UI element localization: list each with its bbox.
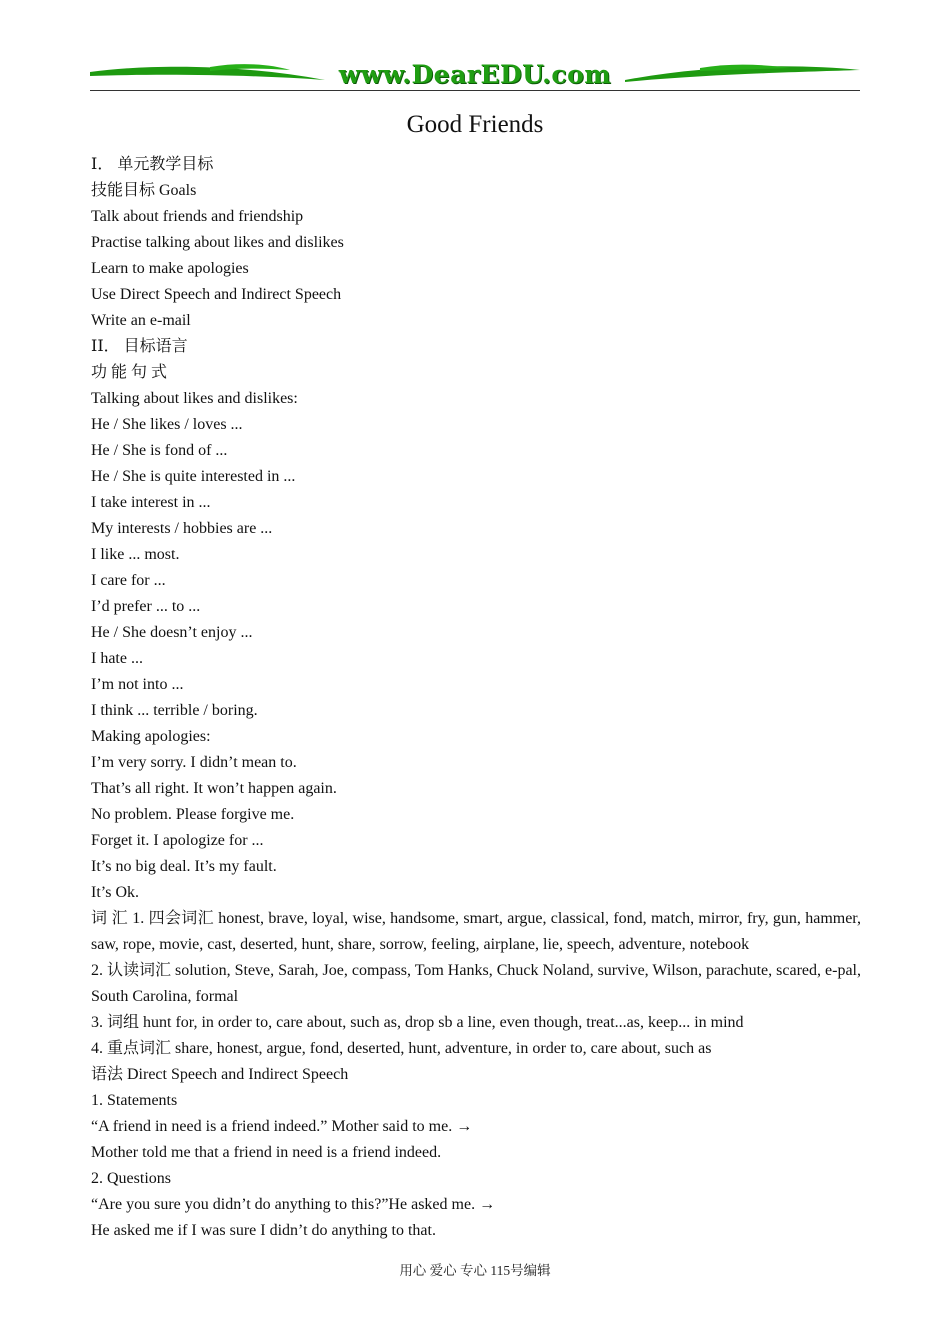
section-heading-target-language: ⅠⅠ． 目标语言 (91, 338, 188, 355)
text-line: 语法 Direct Speech and Indirect Speech (91, 1066, 349, 1083)
site-header-banner (90, 58, 860, 94)
text-line: “Are you sure you didn’t do anything to this?”He asked me. → (91, 1196, 496, 1213)
text-line: Mother told me that a friend in need is a friend indeed. (91, 1144, 442, 1161)
page-footer: 用心 爱心 专心 115号编辑 (399, 1263, 551, 1278)
text-line: 2. Questions (91, 1170, 171, 1187)
text-line: I like ... most. (91, 546, 180, 563)
text-line: 功 能 句 式 (91, 364, 168, 381)
text-line: 4. 重点词汇 share, honest, argue, fond, deserted, hunt, adventure, in order to, care about, such as (91, 1040, 712, 1057)
text-line: He / She is fond of ... (91, 442, 228, 459)
header-divider (90, 90, 860, 91)
text-line: I care for ... (91, 572, 166, 589)
text-line: I take interest in ... (91, 494, 211, 511)
text-line: 1. Statements (91, 1092, 178, 1109)
text-line: He / She doesn’t enjoy ... (91, 624, 253, 641)
text-line: I’m very sorry. I didn’t mean to. (91, 754, 297, 771)
section-heading-goals: Ⅰ． 单元教学目标 (91, 156, 214, 173)
text-line: No problem. Please forgive me. (91, 806, 295, 823)
document-body (91, 152, 861, 1244)
text-line: 3. 词组 hunt for, in order to, care about, such as, drop sb a line, even though, treat...as, keep... in mind (91, 1014, 744, 1031)
text-line: I think ... terrible / boring. (91, 702, 258, 719)
text-line: Practise talking about likes and dislikes (91, 234, 344, 251)
text-line: I’d prefer ... to ... (91, 598, 201, 615)
vocabulary-paragraph: 词 汇 1. 四会词汇 honest, brave, loyal, wise, handsome, smart, argue, classical, fond, match, mirror, fry, gun, hammer, saw, rope, movie, cast, deserted, hunt, share, sorrow, feeling, airplane, lie, speech, adventure, notebook (91, 910, 861, 953)
text-line: Forget it. I apologize for ... (91, 832, 264, 849)
text-line: I hate ... (91, 650, 143, 667)
text-line: My interests / hobbies are ... (91, 520, 273, 537)
text-line: He / She likes / loves ... (91, 416, 243, 433)
text-line: I’m not into ... (91, 676, 184, 693)
vocabulary-paragraph: 2. 认读词汇 solution, Steve, Sarah, Joe, compass, Tom Hanks, Chuck Noland, survive, Wilson, parachute, scared, e-pal, South Carolina, formal (91, 962, 861, 1005)
text-line: It’s no big deal. It’s my fault. (91, 858, 277, 875)
text-line: Use Direct Speech and Indirect Speech (91, 286, 342, 303)
text-line: Making apologies: (91, 728, 211, 745)
text-line: Write an e-mail (91, 312, 191, 329)
text-line: Talk about friends and friendship (91, 208, 304, 225)
text-line: Learn to make apologies (91, 260, 249, 277)
site-logo-text: www.DearEDU.com (338, 60, 612, 89)
text-line: It’s Ok. (91, 884, 139, 901)
text-line: Talking about likes and dislikes: (91, 390, 298, 407)
document-title: Good Friends (406, 111, 544, 138)
text-line: 技能目标 Goals (91, 182, 197, 199)
text-line: “A friend in need is a friend indeed.” Mother said to me. → (91, 1118, 473, 1135)
text-line: That’s all right. It won’t happen again. (91, 780, 337, 797)
text-line: He asked me if I was sure I didn’t do anything to that. (91, 1222, 436, 1239)
text-line: He / She is quite interested in ... (91, 468, 296, 485)
